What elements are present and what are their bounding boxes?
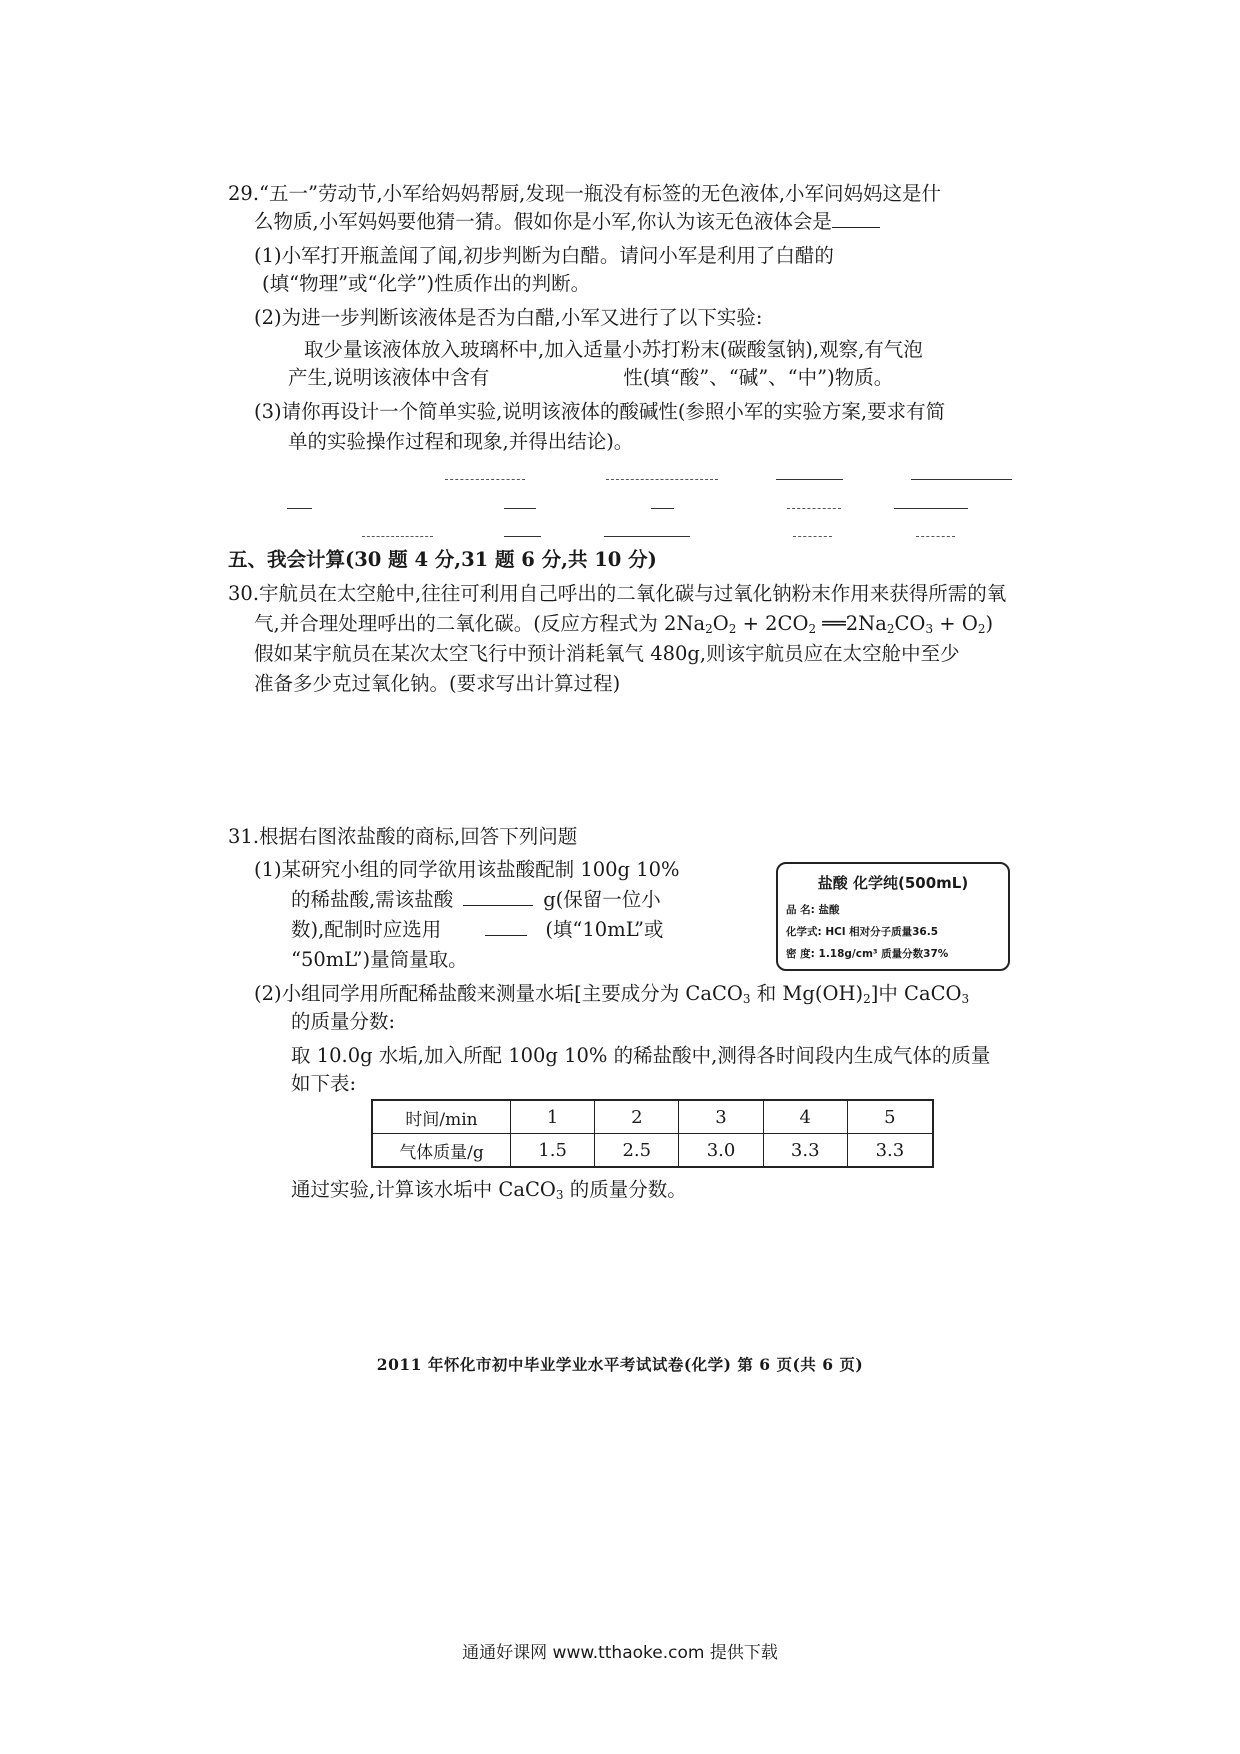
answer-line[interactable]: [287, 508, 312, 509]
q31-part1-d: “50mL”)量筒量取。: [291, 948, 468, 971]
q31-part2-d: 如下表:: [291, 1072, 357, 1095]
answer-blank[interactable]: [463, 889, 533, 906]
gas-mass-table: [371, 1099, 934, 1168]
answer-line[interactable]: [504, 536, 541, 537]
q29-line2: 么物质,小军妈妈要他猜一猜。假如你是小军,你认为该无色液体会是: [254, 210, 880, 234]
table-cell: 1: [511, 1100, 595, 1134]
table-cell: 5: [847, 1100, 933, 1134]
table-cell: 2.5: [595, 1134, 679, 1168]
q29-part3-b: 单的实验操作过程和现象,并得出结论)。: [288, 430, 634, 453]
q29-part3-a: (3)请你再设计一个简单实验,说明该液体的酸碱性(参照小军的实验方案,要求有简: [254, 400, 946, 423]
answer-line[interactable]: [445, 479, 525, 480]
q30-line2: 气,并合理处理呼出的二氧化碳。(反应方程式为 $2Na_2O_2 + 2CO_2$ $══2Na_2CO_3 + O_2$): [254, 612, 994, 636]
answer-line[interactable]: [504, 508, 536, 509]
answer-line[interactable]: [793, 536, 832, 537]
page-footer: 2011 年怀化市初中毕业学业水平考试试卷(化学) 第 6 页(共 6 页): [376, 1355, 864, 1374]
label-name-row: 品 名: 盐酸: [786, 904, 840, 916]
label-formula-row: 化学式: HCl 相对分子质量36.5: [786, 926, 939, 938]
q30-line1: 30.宇航员在太空舱中,往往可利用自己呼出的二氧化碳与过氧化钠粉末作用来获得所需的氧: [228, 582, 1007, 605]
answer-blank[interactable]: [485, 919, 527, 936]
table-cell: 4: [763, 1100, 847, 1134]
q31-part2-c: 取 10.0g 水垢,加入所配 100g 10% 的稀盐酸中,测得各时间段内生成气体的质量: [291, 1044, 991, 1067]
table-row: [372, 1100, 933, 1134]
table-cell: 3: [679, 1100, 763, 1134]
table-header-mass: 气体质量/g: [372, 1134, 511, 1168]
answer-line[interactable]: [604, 536, 690, 537]
q31-line1: 31.根据右图浓盐酸的商标,回答下列问题: [228, 825, 578, 848]
q30-line4: 准备多少克过氧化钠。(要求写出计算过程): [254, 672, 621, 695]
q30-line3: 假如某宇航员在某次太空飞行中预计消耗氧气 480g,则该宇航员应在太空舱中至少: [254, 642, 960, 665]
table-cell: 2: [595, 1100, 679, 1134]
table-cell: 3.3: [763, 1134, 847, 1168]
q29-part2-a: (2)为进一步判断该液体是否为白醋,小军又进行了以下实验:: [254, 306, 763, 329]
q29-part1-a: (1)小军打开瓶盖闻了闻,初步判断为白醋。请问小军是利用了白醋的: [254, 244, 834, 267]
answer-line[interactable]: [651, 508, 674, 509]
answer-line[interactable]: [894, 508, 968, 509]
table-row: [372, 1134, 933, 1168]
answer-line[interactable]: [787, 508, 841, 509]
answer-line[interactable]: [911, 479, 1012, 480]
q29-part1-b: (填“物理”或“化学”)性质作出的判断。: [262, 272, 591, 295]
answer-line[interactable]: [776, 479, 843, 480]
reagent-label: [776, 862, 1010, 971]
download-watermark: 通通好课网 www.tthaoke.com 提供下载: [462, 1643, 778, 1663]
answer-line[interactable]: [606, 479, 718, 480]
q29-part2-b: 取少量该液体放入玻璃杯中,加入适量小苏打粉末(碳酸氢钠),观察,有气泡: [304, 338, 923, 361]
label-title: 盐酸 化学纯(500mL): [817, 874, 969, 892]
answer-blank[interactable]: [832, 211, 880, 228]
table-cell: 3.3: [847, 1134, 933, 1168]
q31-part1-b: 的稀盐酸,需该盐酸 g(保留一位小: [291, 888, 661, 911]
q31-part2-b: 的质量分数:: [291, 1010, 396, 1033]
q31-part2-a: (2)小组同学用所配稀盐酸来测量水垢[主要成分为 CaCO$_3$ 和 $Mg(OH)_2$]中 CaCO$_3$: [254, 982, 970, 1006]
table-cell: 1.5: [511, 1134, 595, 1168]
answer-line[interactable]: [362, 536, 433, 537]
q31-part1-a: (1)某研究小组的同学欲用该盐酸配制 100g 10%: [254, 858, 680, 881]
q31-part2-e: 通过实验,计算该水垢中 CaCO$_3$ 的质量分数。: [291, 1178, 687, 1202]
q29-line1: 29.“五一”劳动节,小军给妈妈帮厨,发现一瓶没有标签的无色液体,小军问妈妈这是什: [228, 182, 942, 205]
label-density-row: 密 度: 1.18g/cm³ 质量分数37%: [786, 948, 949, 960]
section-heading: 五、我会计算(30 题 4 分,31 题 6 分,共 10 分): [228, 548, 657, 571]
q31-part1-c: 数),配制时应选用 (填“10mL”或: [291, 918, 664, 941]
answer-line[interactable]: [916, 536, 955, 537]
table-header-time: 时间/min: [372, 1100, 511, 1134]
q29-part2-c: 产生,说明该液体中含有 性(填“酸”、“碱”、“中”)物质。: [288, 366, 894, 389]
table-cell: 3.0: [679, 1134, 763, 1168]
